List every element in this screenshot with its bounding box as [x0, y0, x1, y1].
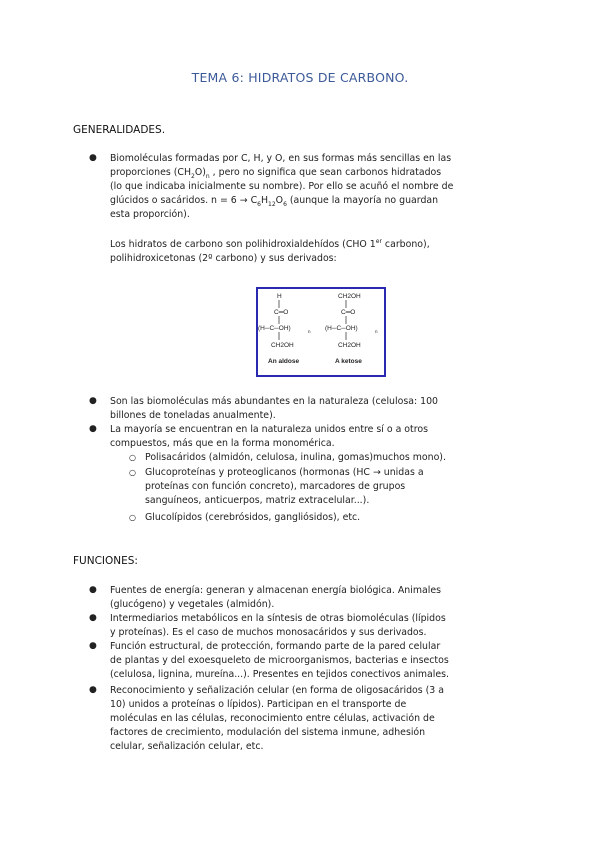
bullet-icon: ● [89, 685, 97, 695]
bullet-icon: ● [89, 585, 97, 595]
aldose-chain: (H─C─OH) [258, 325, 291, 332]
list-item: Biomoléculas formadas por C, H, y O, en sus formas más sencillas en las proporciones $(CH_2O)_n$ , pero no significa que sean carbonos hidratados (lo que indicaba inicialmente su nombre). Por ello se acuñó el nombre de glúcidos o sacáridos. $n = 6 \to C_6H_{12}O_6$ (aunque la mayoría no guardan esta proporción). [110, 153, 454, 220]
bullet-icon: ● [89, 641, 97, 651]
paragraph: Los hidratos de carbono son polihidroxialdehídos (CHO 1er carbono), polihidroxicetonas (2º carbono) y sus derivados: [110, 237, 430, 264]
circle-bullet-icon: ○ [129, 468, 136, 477]
list-item: Función estructural, de protección, formando parte de la pared celular de plantas y del exoesqueleto de microorganismos, bacterias e insectos (celulosa, lignina, mureína...). Presentes en tejidos conectivos animales. [110, 641, 450, 680]
bullet-icon: ● [89, 424, 97, 434]
list-item: La mayoría se encuentran en la naturaleza unidos entre sí o a otros compuestos, más que en la forma monomérica. [110, 424, 428, 449]
list-item: Reconocimiento y señalización celular (en forma de oligosacáridos (3 a 10) unidos a proteínas o lípidos). Participan en el transporte de moléculas en las células, reconocimiento entre células, activación de factores de crecimiento, modulación del sistema inmune, adhesión celular, señalización celular, etc. [110, 685, 444, 752]
bullet-icon: ● [89, 153, 97, 163]
bullet-icon: ● [89, 396, 97, 406]
section-heading-funciones: FUNCIONES: [73, 555, 138, 567]
ketose-top: CH2OH [338, 293, 361, 300]
circle-bullet-icon: ○ [129, 453, 136, 462]
ketose-co: C═O [341, 309, 356, 316]
page-title: TEMA 6: HIDRATOS DE CARBONO. [191, 70, 409, 85]
label-ketose: A ketose [335, 358, 362, 365]
sub-list-item: Polisacáridos (almidón, celulosa, inulina, gomas)muchos mono). [145, 452, 446, 463]
list-item: Intermediarios metabólicos en la síntesis de otras biomoléculas (lípidos y proteínas). Es el caso de muchos monosacáridos y sus derivados. [110, 613, 446, 638]
aldose-ketose-figure [256, 287, 386, 377]
ketose-ch2oh: CH2OH [338, 342, 361, 349]
ketose-chain: (H─C─OH) [325, 325, 358, 332]
aldose-n: n [308, 329, 311, 334]
list-item: Son las biomoléculas más abundantes en la naturaleza (celulosa: 100 billones de toneladas anualmente). [110, 396, 439, 421]
aldose-h: H [277, 293, 282, 300]
bullet-icon: ● [89, 613, 97, 623]
section-heading-generalidades: GENERALIDADES. [73, 124, 166, 136]
label-aldose: An aldose [268, 358, 300, 365]
list-item: Fuentes de energía: generan y almacenan energía biológica. Animales (glucógeno) y vegetales (almidón). [110, 585, 441, 610]
sub-list-item: Glucolípidos (cerebrósidos, gangliósidos), etc. [145, 512, 361, 523]
sub-list-item: Glucoproteínas y proteoglicanos (hormonas (HC → unidas a proteínas con función concreto), marcadores de grupos sanguíneos, anticuerpos, matriz extracelular...). [145, 467, 424, 506]
circle-bullet-icon: ○ [129, 513, 136, 522]
aldose-co: C═O [274, 309, 289, 316]
ketose-n: n [375, 329, 378, 334]
aldose-ch2oh: CH2OH [271, 342, 294, 349]
